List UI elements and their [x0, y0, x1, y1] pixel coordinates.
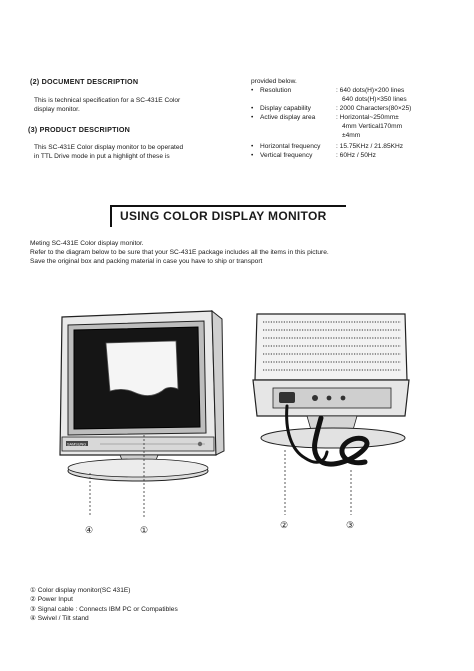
bullet: •	[251, 105, 254, 112]
spec-value: : 2000 Characters(80×25)	[336, 105, 412, 112]
spec-label: Vertical frequency	[260, 152, 313, 159]
section-3-line-1: This SC-431E Color display monitor to be operated	[34, 144, 184, 151]
spec-list	[251, 86, 466, 166]
section-3-body	[34, 143, 244, 161]
intro-paragraph	[30, 239, 450, 267]
spec-row	[251, 142, 404, 151]
spec-row	[251, 86, 405, 95]
intro-line-1: Meting SC-431E Color display monitor.	[30, 240, 144, 247]
spec-value: ±4mm	[342, 132, 361, 139]
bullet: •	[251, 87, 254, 94]
front-monitor-illustration	[40, 305, 230, 540]
brand-logo: SAMSUNG	[67, 442, 87, 447]
bullet: •	[251, 152, 254, 159]
spec-intro: provided below.	[251, 78, 297, 85]
intro-line-2: Refer to the diagram below to be sure that your SC-431E package includes all the items in this picture.	[30, 249, 329, 257]
spec-label: Resolution	[260, 87, 292, 94]
section-2-line-2: display monitor.	[34, 106, 80, 114]
legend-item: ④ Swivel / Tilt stand	[30, 615, 89, 623]
section-3-heading: (3) PRODUCT DESCRIPTION	[28, 125, 131, 134]
section-2-heading: (2) DOCUMENT DESCRIPTION	[30, 77, 139, 86]
legend-item: ③ Signal cable : Connects IBM PC or Compatibles	[30, 605, 178, 613]
section-2-body	[34, 96, 234, 114]
intro-line-3: Save the original box and packing material in case you have to ship or transport	[30, 258, 263, 266]
callout-3-rear: ③	[346, 520, 355, 530]
banner-top-rule	[110, 205, 346, 207]
parts-legend	[30, 586, 330, 624]
spec-value: : 60Hz / 50Hz	[336, 152, 376, 159]
spec-row	[251, 113, 399, 122]
spec-value: 4mm Vertical170mm	[342, 123, 403, 130]
banner-left-rule	[110, 205, 112, 227]
callout-1-front: ①	[140, 525, 149, 535]
screen-window	[106, 341, 178, 396]
legend-item: ② Power Input	[30, 596, 73, 604]
spec-value: : Horizontal~250mm±	[336, 114, 399, 121]
bullet: •	[251, 143, 254, 150]
spec-value: : 15.75KHz / 21.85KHz	[336, 143, 404, 150]
spec-label: Horizontal frequency	[260, 143, 321, 150]
banner-title: USING COLOR DISPLAY MONITOR	[120, 209, 327, 223]
spec-label: Display capability	[260, 105, 311, 112]
power-knob-icon	[198, 442, 202, 446]
bullet: •	[251, 114, 254, 121]
spec-row	[251, 151, 376, 160]
spec-row	[251, 104, 412, 113]
section-3-line-2: in TTL Drive mode in put a highlight of these is	[34, 153, 170, 161]
callout-2-rear: ②	[280, 520, 289, 530]
section-banner	[110, 205, 346, 227]
rear-monitor-illustration	[245, 310, 420, 540]
spec-value: 640 dots(H)×350 lines	[342, 96, 407, 103]
legend-item: ① Color display monitor(SC 431E)	[30, 587, 131, 594]
signal-connector-icon	[279, 392, 295, 403]
section-2-line-1: This is technical specification for a SC-431E Color	[34, 97, 181, 104]
callout-4-front: ④	[85, 525, 94, 535]
spec-label: Active display area	[260, 114, 316, 121]
power-socket-icon	[312, 395, 318, 401]
spec-value: : 640 dots(H)×200 lines	[336, 87, 405, 94]
